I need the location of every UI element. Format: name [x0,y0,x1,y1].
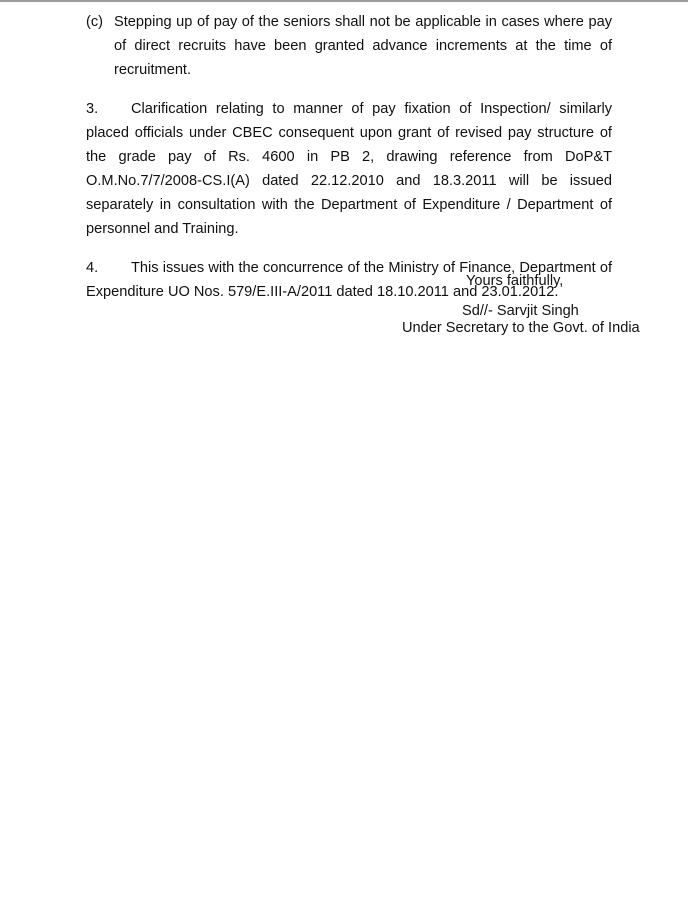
clause-c [86,10,612,82]
signatory-designation: Under Secretary to the Govt. of India [402,320,640,336]
document-body [86,10,612,304]
signatory-name: Sd//- Sarvjit Singh [462,303,579,319]
paragraph-4-text: This issues with the concurrence of the Ministry of Finance, Department of Expenditure UO Nos. 579/E.III-A/2011 dated 18.10.2011 and 23.01.2012. [86,260,612,300]
signature-block [402,303,640,337]
paragraph-3-number: 3. [86,101,99,117]
paragraph-3 [86,97,612,241]
paragraph-4-number: 4. [86,260,99,276]
closing-salutation: Yours faithfully, [466,273,564,289]
clause-c-text: Stepping up of pay of the seniors shall not be applicable in cases where pay of direct recruits have been granted advance increments at the time of recruitment. [114,14,612,78]
paragraph-3-text: Clarification relating to manner of pay fixation of Inspection/ similarly placed officials under CBEC consequent upon grant of revised pay structure of the grade pay of Rs. 4600 in PB 2, drawing reference from DoP&T O.M.No.7/7/2008-CS.I(A) dated 22.12.2010 and 18.3.2011 will be issued separately in consultation with the Department of Expenditure / Department of personnel and Training. [86,101,612,237]
clause-c-marker: (c) [86,14,104,30]
top-rule [0,0,688,2]
